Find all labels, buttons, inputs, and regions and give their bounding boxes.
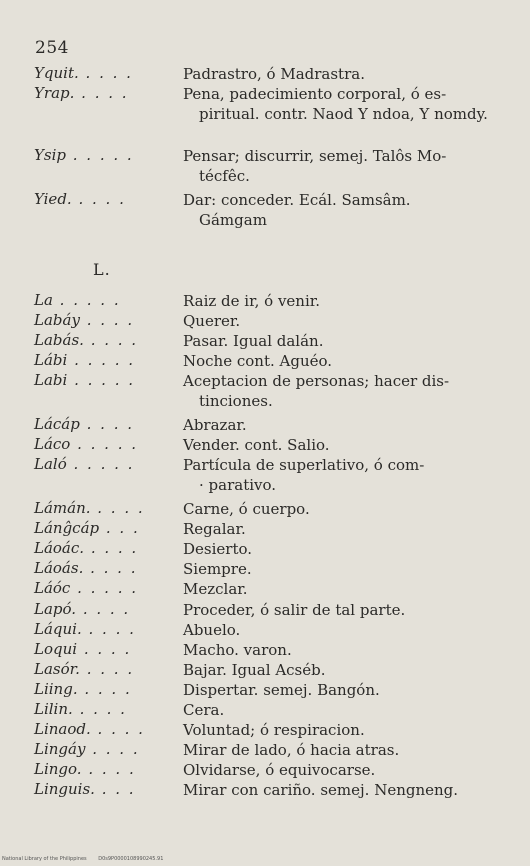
- entry-headword: [34, 291, 121, 309]
- entry-headword: [34, 84, 129, 102]
- entry-definition: [183, 311, 501, 331]
- entry-definition: [183, 519, 501, 539]
- definition-line: Noche cont. Aguéo.: [183, 352, 333, 370]
- entry-headword: [34, 539, 138, 557]
- leader-dots: . . .: [94, 780, 136, 798]
- headword-text: Linguis.: [34, 780, 95, 798]
- headword-text: Láóc: [34, 579, 71, 597]
- definition-line: Querer.: [183, 312, 241, 330]
- definition-line: Olvidarse, ó equivocarse.: [183, 761, 376, 779]
- headword-text: Lingo.: [34, 760, 82, 778]
- section-heading-l: L.: [93, 260, 111, 279]
- definition-line: Dar: conceder. Ecál. Samsâm.: [183, 191, 411, 209]
- entry-headword: [34, 146, 134, 164]
- headword-text: Labi: [34, 371, 68, 389]
- headword-text: Láoás.: [34, 559, 84, 577]
- entry-definition: [183, 700, 501, 720]
- leader-dots: . . . .: [78, 64, 133, 82]
- entry-headword: [34, 371, 135, 389]
- definition-line: Proceder, ó salir de tal parte.: [183, 601, 406, 619]
- footer-left: National Library of the Philippines: [2, 856, 87, 862]
- entry-definition: [183, 720, 501, 740]
- headword-text: Labás.: [34, 331, 84, 349]
- leader-dots: . . . .: [79, 660, 135, 678]
- entry-headword: [34, 660, 134, 678]
- definition-line: Desierto.: [183, 540, 253, 558]
- entry-headword: [34, 519, 140, 537]
- entry-definition: [183, 331, 501, 351]
- definition-line: Mirar de lado, ó hacia atras.: [183, 741, 400, 759]
- entry-headword: [34, 579, 138, 597]
- definition-continuation: tinciones.: [199, 392, 273, 410]
- headword-text: Lácáp: [34, 415, 80, 433]
- entry-definition: [183, 760, 501, 780]
- entry-definition: [183, 539, 501, 559]
- entry-definition: [183, 559, 501, 579]
- entry-headword: [34, 620, 136, 638]
- headword-text: Lapó.: [34, 600, 77, 618]
- entry-headword: [34, 720, 145, 738]
- entry-definition: [183, 415, 501, 435]
- entry-definition: [183, 64, 501, 84]
- headword-text: Yied.: [34, 190, 72, 208]
- leader-dots: . . . .: [83, 559, 138, 577]
- headword-text: Lasór.: [34, 660, 80, 678]
- entry-headword: [34, 640, 131, 658]
- entry-headword: [34, 600, 130, 618]
- headword-text: Laló: [34, 455, 67, 473]
- definition-line: Abuelo.: [183, 621, 241, 639]
- headword-text: Loqui: [34, 640, 78, 658]
- definition-continuation: piritual. contr. Naod Y ndoa, Y nomdy.: [199, 105, 488, 123]
- headword-text: Láco: [34, 435, 71, 453]
- headword-text: Lámán.: [34, 499, 91, 517]
- headword-text: Linaod.: [34, 720, 91, 738]
- footer: [2, 856, 173, 862]
- entry-definition: [183, 579, 501, 599]
- page-number: 254: [35, 38, 69, 58]
- entry-definition: [183, 740, 501, 760]
- leader-dots: . . . . .: [67, 351, 135, 369]
- entry-headword: [34, 64, 133, 82]
- entry-headword: [34, 435, 138, 453]
- entry-headword: [34, 331, 138, 349]
- entry-definition: [183, 780, 501, 800]
- definition-line: Siempre.: [183, 560, 252, 578]
- leader-dots: . . . .: [90, 499, 145, 517]
- headword-text: Yquit.: [34, 64, 79, 82]
- entry-headword: [34, 780, 136, 798]
- entry-headword: [34, 559, 138, 577]
- entry-headword: [34, 351, 135, 369]
- headword-text: Láoác.: [34, 539, 85, 557]
- entry-headword: [34, 499, 145, 517]
- definition-line: Macho. varon.: [183, 641, 292, 659]
- entry-headword: [34, 680, 132, 698]
- headword-text: Láqui.: [34, 620, 82, 638]
- leader-dots: . . . . .: [70, 579, 139, 597]
- entry-definition: [183, 146, 501, 186]
- definition-continuation: técfêc.: [199, 167, 250, 185]
- leader-dots: . . . . .: [66, 455, 135, 473]
- definition-line: Vender. cont. Salio.: [183, 436, 330, 454]
- leader-dots: . . . .: [79, 415, 135, 433]
- leader-dots: . . . . .: [67, 371, 135, 389]
- entry-definition: [183, 680, 501, 700]
- headword-text: Lilin.: [34, 700, 73, 718]
- entry-headword: [34, 190, 126, 208]
- entry-headword: [34, 311, 134, 329]
- leader-dots: . . . . .: [66, 146, 134, 164]
- definition-line: Bajar. Igual Acséb.: [183, 661, 326, 679]
- leader-dots: . . . . .: [70, 435, 139, 453]
- definition-line: Pensar; discurrir, semej. Talôs Mo-: [183, 147, 447, 165]
- entry-headword: [34, 455, 134, 473]
- entry-definition: [183, 660, 501, 680]
- leader-dots: . . . .: [77, 680, 132, 698]
- headword-text: Ysip: [34, 146, 66, 164]
- leader-dots: . . . .: [83, 331, 139, 349]
- definition-line: Mirar con cariño. semej. Nengneng.: [183, 781, 459, 799]
- entry-definition: [183, 351, 501, 371]
- entry-definition: [183, 455, 501, 495]
- definition-line: Mezclar.: [183, 580, 248, 598]
- entry-definition: [183, 190, 501, 230]
- leader-dots: . . . .: [74, 84, 129, 102]
- leader-dots: . . . .: [81, 620, 136, 638]
- entry-definition: [183, 291, 501, 311]
- headword-text: Lingáy: [34, 740, 86, 758]
- definition-line: Pena, padecimiento corporal, ó es-: [183, 85, 447, 103]
- definition-line: Voluntad; ó respiracion.: [183, 721, 365, 739]
- entry-headword: [34, 700, 127, 718]
- headword-text: Yrap.: [34, 84, 75, 102]
- leader-dots: . . . .: [90, 720, 145, 738]
- headword-text: Lánĝcáp: [34, 519, 100, 537]
- definition-line: Padrastro, ó Madrastra.: [183, 65, 365, 83]
- definition-line: Regalar.: [183, 520, 246, 538]
- entry-definition: [183, 600, 501, 620]
- entry-definition: [183, 620, 501, 640]
- leader-dots: . . . .: [72, 700, 127, 718]
- entry-headword: [34, 740, 140, 758]
- leader-dots: . . . .: [76, 600, 131, 618]
- definition-continuation: Gámgam: [199, 211, 267, 229]
- definition-line: Pasar. Igual dalán.: [183, 332, 324, 350]
- entry-definition: [183, 371, 501, 411]
- leader-dots: . . .: [99, 519, 140, 537]
- definition-line: Aceptacion de personas; hacer dis-: [183, 372, 450, 390]
- definition-line: Cera.: [183, 701, 225, 719]
- entry-definition: [183, 84, 501, 124]
- entry-definition: [183, 435, 501, 455]
- entry-headword: [34, 760, 136, 778]
- leader-dots: . . . .: [84, 539, 139, 557]
- definition-line: Partícula de superlativo, ó com-: [183, 456, 425, 474]
- leader-dots: . . . .: [85, 740, 140, 758]
- leader-dots: . . . . .: [52, 291, 121, 309]
- entry-headword: [34, 415, 134, 433]
- headword-text: Lábi: [34, 351, 68, 369]
- headword-text: La: [34, 291, 53, 309]
- footer-right: D0s9P0000108990245.91: [98, 856, 164, 862]
- leader-dots: . . . .: [71, 190, 126, 208]
- definition-line: Abrazar.: [183, 416, 247, 434]
- definition-line: Carne, ó cuerpo.: [183, 500, 310, 518]
- leader-dots: . . . .: [77, 640, 132, 658]
- leader-dots: . . . .: [79, 311, 135, 329]
- entry-definition: [183, 499, 501, 519]
- definition-continuation: · parativo.: [199, 476, 277, 494]
- headword-text: Liing.: [34, 680, 78, 698]
- leader-dots: . . . .: [81, 760, 136, 778]
- headword-text: Labáy: [34, 311, 80, 329]
- definition-line: Dispertar. semej. Bangón.: [183, 681, 380, 699]
- definition-line: Raiz de ir, ó venir.: [183, 292, 321, 310]
- entry-definition: [183, 640, 501, 660]
